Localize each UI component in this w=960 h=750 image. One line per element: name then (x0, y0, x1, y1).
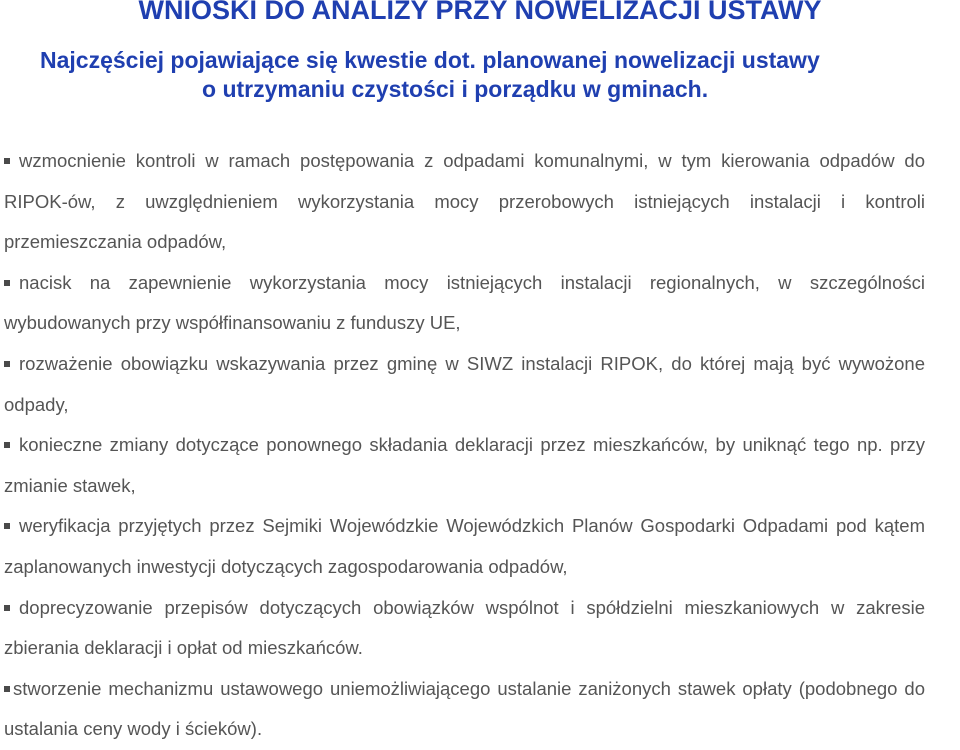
bullet-text-3: rozważenie obowiązku wskazywania przez gminę w SIWZ instalacji RIPOK, do której mają być wywożone odpady, (4, 352, 925, 415)
subtitle-line-2: o utrzymaniu czystości i porządku w gminach. (202, 76, 709, 102)
slide-title: WNIOSKI DO ANALIZY PRZY NOWELIZACJI USTAWY (138, 0, 822, 25)
square-bullet-icon (4, 361, 10, 367)
bullet-text-7: stworzenie mechanizmu ustawowego uniemożliwiającego ustalanie zaniżonych stawek opłaty (podobnego do ustalania ceny wody i ścieków). (4, 677, 925, 740)
subtitle-line-1: Najczęściej pojawiające się kwestie dot. planowanej nowelizacji ustawy (40, 47, 820, 73)
bullet-item-4 (4, 425, 925, 506)
square-bullet-icon (4, 605, 10, 611)
slide-subtitle (0, 46, 960, 104)
square-bullet-icon (4, 280, 10, 286)
bullet-item-3 (4, 344, 925, 425)
bullet-item-6 (4, 588, 925, 669)
bullet-item-7 (4, 669, 925, 750)
bullet-text-5: weryfikacja przyjętych przez Sejmiki Wojewódzkie Wojewódzkich Planów Gospodarki Odpadami pod kątem zaplanowanych inwestycji dotyczących zagospodarowania odpadów, (4, 515, 925, 577)
bullet-item-2 (4, 263, 925, 344)
square-bullet-icon (4, 523, 10, 529)
bullet-text-2: nacisk na zapewnienie wykorzystania mocy istniejących instalacji regionalnych, w szczególności wybudowanych przy współfinansowaniu z funduszy UE, (4, 271, 925, 334)
bullet-text-4: konieczne zmiany dotyczące ponownego składania deklaracji przez mieszkańców, by uniknąć tego np. przy zmianie stawek, (4, 434, 925, 496)
square-bullet-icon (4, 158, 10, 164)
bullet-item-5 (4, 506, 925, 587)
square-bullet-icon (4, 686, 10, 692)
bullet-item-1 (4, 141, 925, 263)
square-bullet-icon (4, 442, 10, 448)
bullet-text-1: wzmocnienie kontroli w ramach postępowania z odpadami komunalnymi, w tym kierowania odpadów do RIPOK-ów, z uwzględnieniem wykorzystania mocy przerobowych istniejących instalacji i kontroli przemieszczania odpadów, (4, 150, 925, 253)
bullet-text-6: doprecyzowanie przepisów dotyczących obowiązków wspólnot i spółdzielni mieszkaniowych w zakresie zbierania deklaracji i opłat od mieszkańców. (4, 596, 925, 659)
bullet-list (4, 141, 925, 750)
